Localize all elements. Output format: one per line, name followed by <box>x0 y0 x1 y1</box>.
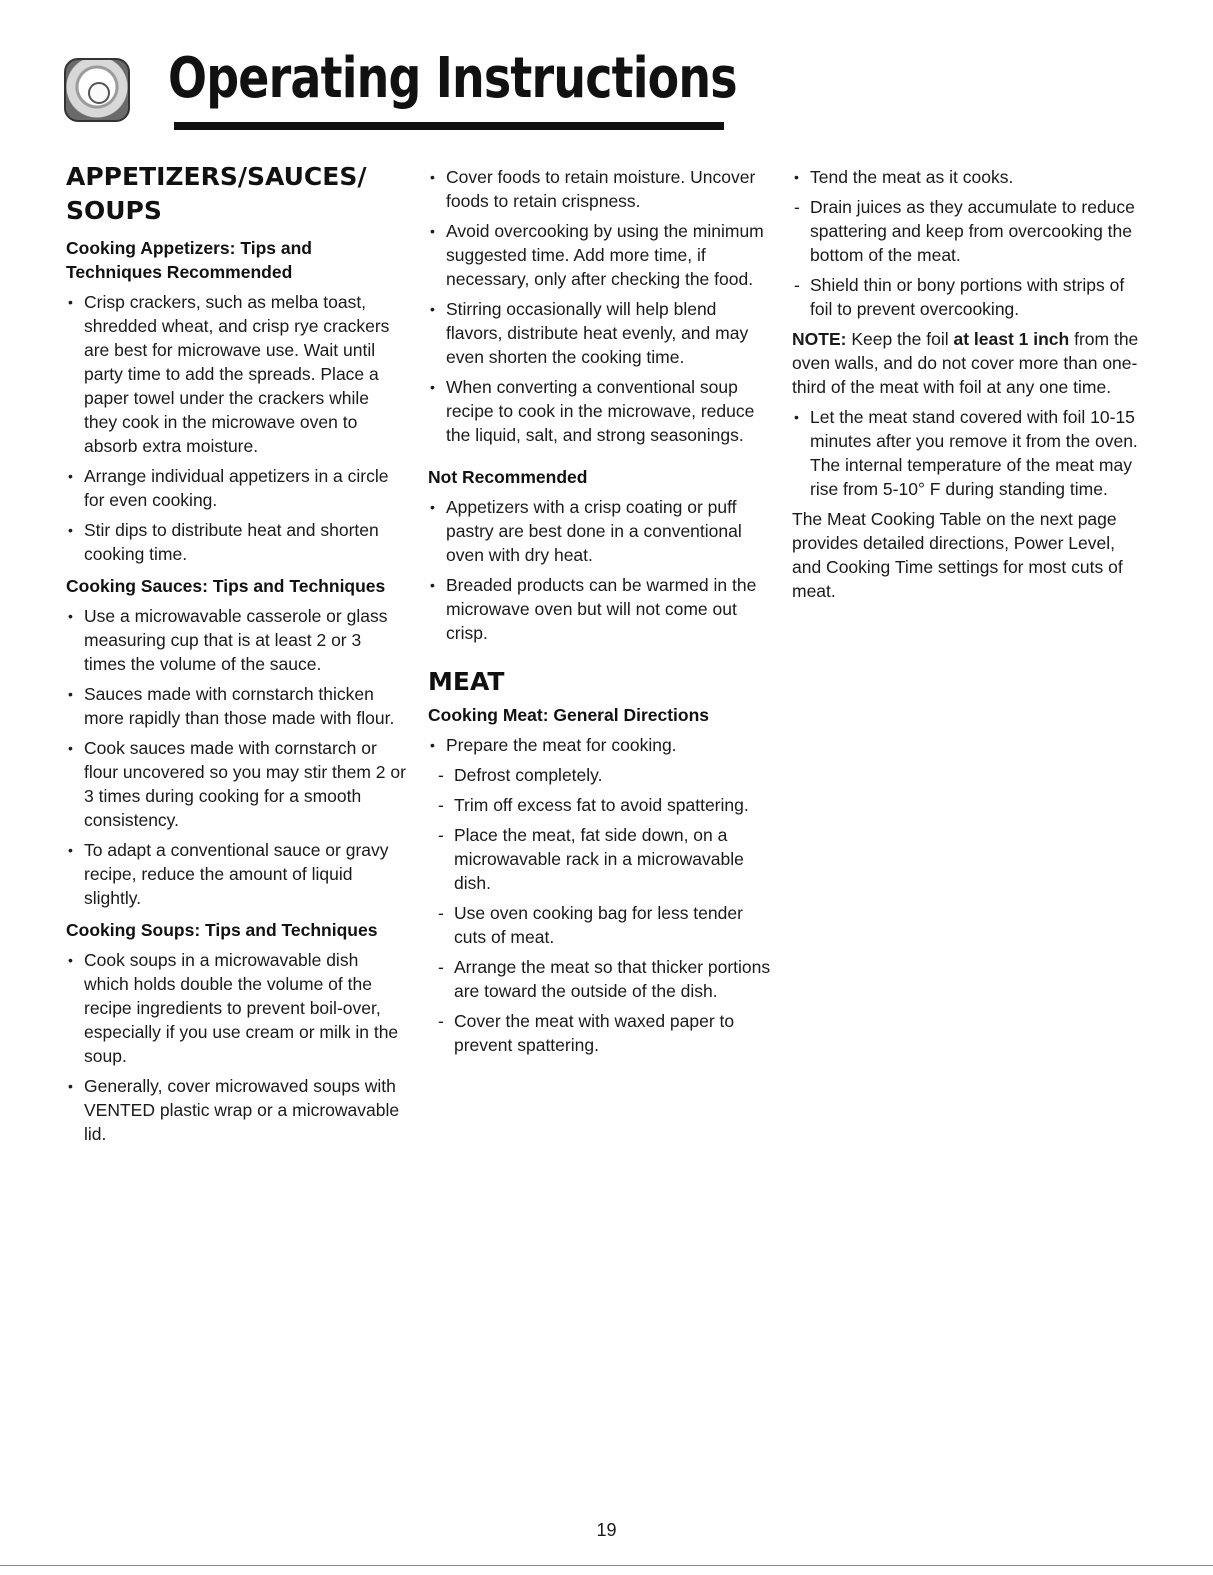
list-item: • Arrange individual appetizers in a circle for even cooking. <box>66 464 406 512</box>
list-item: - Shield thin or bony portions with strips of foil to prevent overcooking. <box>784 273 1142 321</box>
list-item: • To adapt a conventional sauce or gravy recipe, reduce the amount of liquid slightly. <box>66 838 406 910</box>
list-item: - Drain juices as they accumulate to reduce spattering and keep from overcooking the bottom of the meat. <box>784 195 1142 267</box>
list-item: - Defrost completely. <box>428 763 773 787</box>
meat-steps-list <box>428 763 773 1057</box>
tend-list <box>792 165 1142 189</box>
stand-list <box>792 405 1142 501</box>
section-title-meat: MEAT <box>428 667 505 696</box>
microwave-dial-icon <box>64 58 130 122</box>
list-item: • Stir dips to distribute heat and shorten cooking time. <box>66 518 406 566</box>
dial-knob-icon <box>88 82 110 104</box>
page-title: Operating Instructions <box>168 46 737 111</box>
list-item: • Tend the meat as it cooks. <box>792 165 1142 189</box>
subheading-meat-directions: Cooking Meat: General Directions <box>428 705 710 725</box>
column-2 <box>428 165 773 1063</box>
note-text: from the oven walls, and do not cover more than one-third of the meat with foil at any one time. <box>792 329 1139 397</box>
list-item: • Use a microwavable casserole or glass measuring cup that is at least 2 or 3 times the volume of the sauce. <box>66 604 406 676</box>
list-item: • Sauces made with cornstarch thicken more rapidly than those made with flour. <box>66 682 406 730</box>
list-item: - Arrange the meat so that thicker portions are toward the outside of the dish. <box>428 955 773 1003</box>
page-number: 19 <box>596 1520 617 1540</box>
column-1 <box>66 160 406 1152</box>
title-underline <box>174 122 724 130</box>
subheading-soups: Cooking Soups: Tips and Techniques <box>66 920 378 940</box>
note-label: NOTE: <box>792 329 847 349</box>
soup-tips-continued-list <box>428 165 773 447</box>
column-3 <box>792 165 1142 609</box>
list-item: • Avoid overcooking by using the minimum suggested time. Add more time, if necessary, only after checking the food. <box>428 219 773 291</box>
sauce-tips-list <box>66 604 406 910</box>
list-item: - Use oven cooking bag for less tender cuts of meat. <box>428 901 773 949</box>
list-item: • Generally, cover microwaved soups with VENTED plastic wrap or a microwavable lid. <box>66 1074 406 1146</box>
list-item: • Cook sauces made with cornstarch or flour uncovered so you may stir them 2 or 3 times during cooking for a smooth consistency. <box>66 736 406 832</box>
note-emphasis: at least 1 inch <box>953 329 1070 349</box>
soup-tips-list <box>66 948 406 1146</box>
list-item: • When converting a conventional soup recipe to cook in the microwave, reduce the liquid, salt, and strong seasonings. <box>428 375 773 447</box>
subheading-appetizers: Cooking Appetizers: Tips and Techniques Recommended <box>66 238 312 282</box>
list-item: • Appetizers with a crisp coating or puff pastry are best done in a conventional oven with dry heat. <box>428 495 773 567</box>
note-paragraph <box>792 327 1142 399</box>
list-item: - Cover the meat with waxed paper to prevent spattering. <box>428 1009 773 1057</box>
section-title-appetizers: APPETIZERS/SAUCES/ SOUPS <box>66 162 367 225</box>
list-item: - Place the meat, fat side down, on a microwavable rack in a microwavable dish. <box>428 823 773 895</box>
meat-prepare-list <box>428 733 773 757</box>
tend-steps-list <box>784 195 1142 321</box>
appetizer-tips-list <box>66 290 406 566</box>
subheading-sauces: Cooking Sauces: Tips and Techniques <box>66 576 386 596</box>
note-text: Keep the foil <box>846 329 954 349</box>
list-item: • Stirring occasionally will help blend flavors, distribute heat evenly, and may even shorten the cooking time. <box>428 297 773 369</box>
bottom-rule <box>0 1565 1213 1566</box>
list-item: - Trim off excess fat to avoid spattering. <box>428 793 773 817</box>
list-item: • Let the meat stand covered with foil 10-15 minutes after you remove it from the oven. The internal temperature of the meat may rise from 5-10° F during standing time. <box>792 405 1142 501</box>
list-item: • Crisp crackers, such as melba toast, shredded wheat, and crisp rye crackers are best for microwave use. Wait until party time to add the spreads. Place a paper towel under the crackers while they cook in the microwave oven to absorb extra moisture. <box>66 290 406 458</box>
subheading-not-recommended: Not Recommended <box>428 467 588 487</box>
list-item: • Breaded products can be warmed in the microwave oven but will not come out crisp. <box>428 573 773 645</box>
list-item: • Cook soups in a microwavable dish which holds double the volume of the recipe ingredients to prevent boil-over, especially if you use cream or milk in the soup. <box>66 948 406 1068</box>
list-item: • Prepare the meat for cooking. <box>428 733 773 757</box>
not-recommended-list <box>428 495 773 645</box>
page-header <box>64 44 737 139</box>
meat-table-reference: The Meat Cooking Table on the next page provides detailed directions, Power Level, and Cooking Time settings for most cuts of meat. <box>792 509 1123 601</box>
list-item: • Cover foods to retain moisture. Uncover foods to retain crispness. <box>428 165 773 213</box>
